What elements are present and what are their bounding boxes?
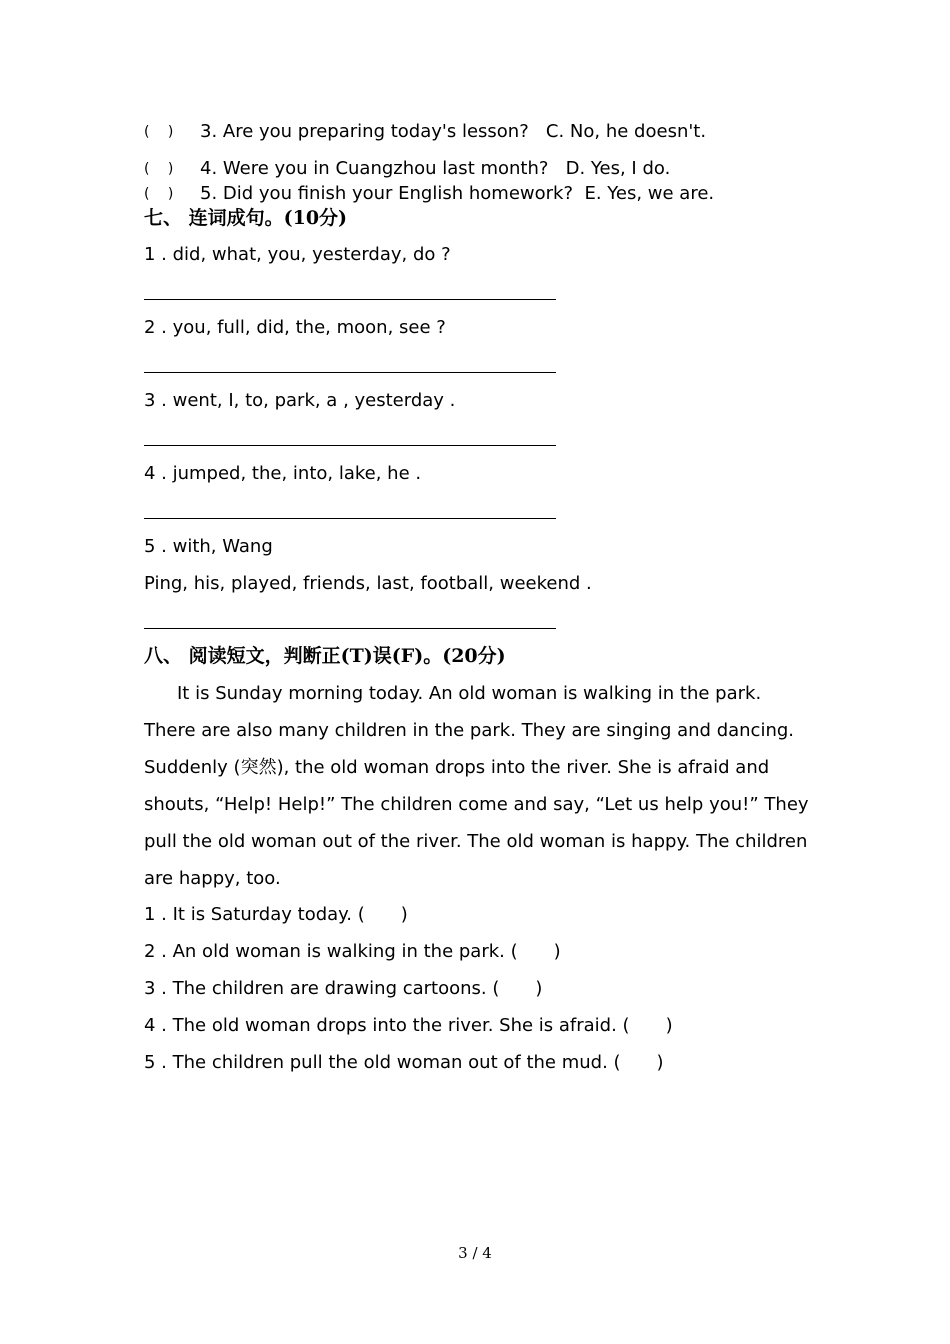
judgement-question-3: 3 . The children are drawing cartoons. ( ) bbox=[144, 978, 543, 999]
answer-line-5[interactable] bbox=[144, 628, 556, 629]
judgement-question-4: 4 . The old woman drops into the river. She is afraid. ( ) bbox=[144, 1015, 673, 1036]
reading-passage: It is Sunday morning today. An old woman is walking in the park. There are also many children in the park. They are singing and dancing. Suddenly (突然), the old woman drops into the river. She is afraid and shouts, “Help! Help!” The children come and say, “Let us help you!” They pull the old woman out of the river. The old woman is happy. The children are happy, too. bbox=[144, 683, 809, 889]
matching-item-4 bbox=[144, 157, 670, 181]
judgement-question-1: 1 . It is Saturday today. ( ) bbox=[144, 904, 408, 925]
judgement-question-5: 5 . The children pull the old woman out of the mud. ( ) bbox=[144, 1052, 664, 1073]
sentence-item-5: 5 . with, Wang bbox=[144, 536, 273, 557]
answer-line-3[interactable] bbox=[144, 445, 556, 446]
answer-line-2[interactable] bbox=[144, 372, 556, 373]
answer-line-4[interactable] bbox=[144, 518, 556, 519]
page-number: 3 / 4 bbox=[458, 1244, 492, 1262]
sentence-item-3: 3 . went, I, to, park, a , yesterday . bbox=[144, 390, 456, 411]
section-8-heading: 八、 阅读短文，判断正(T)误(F)。(20分) bbox=[144, 645, 506, 667]
matching-text: 4. Were you in Cuangzhou last month? D. Yes, I do. bbox=[200, 158, 671, 179]
matching-text: 3. Are you preparing today's lesson? C. No, he doesn't. bbox=[200, 121, 707, 142]
matching-item-3 bbox=[144, 120, 706, 144]
sentence-item-4: 4 . jumped, the, into, lake, he . bbox=[144, 463, 422, 484]
answer-line-1[interactable] bbox=[144, 299, 556, 300]
matching-item-5 bbox=[144, 182, 714, 206]
answer-blank[interactable]: ( ) bbox=[144, 186, 174, 202]
matching-text: 5. Did you finish your English homework? E. Yes, we are. bbox=[200, 183, 715, 204]
sentence-item-1: 1 . did, what, you, yesterday, do ? bbox=[144, 244, 451, 265]
judgement-question-2: 2 . An old woman is walking in the park. ( ) bbox=[144, 941, 561, 962]
sentence-item-5-continued: Ping, his, played, friends, last, football, weekend . bbox=[144, 573, 592, 594]
answer-blank[interactable]: ( ) bbox=[144, 124, 174, 140]
section-7-heading: 七、 连词成句。(10分) bbox=[144, 207, 348, 229]
sentence-item-2: 2 . you, full, did, the, moon, see ? bbox=[144, 317, 446, 338]
answer-blank[interactable]: ( ) bbox=[144, 161, 174, 177]
